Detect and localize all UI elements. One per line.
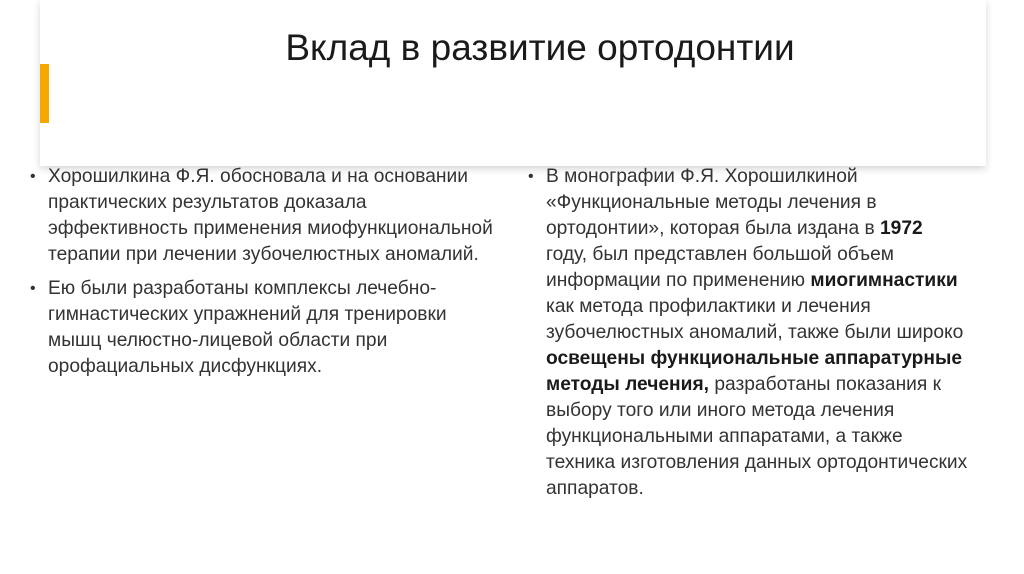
list-item-text: Ею были разработаны комплексы лечебно-гимнастических упражнений для тренировки мышц челюстно-лицевой области при орофациальных дисфункциях. <box>48 278 447 377</box>
list-item <box>30 276 500 380</box>
bullet-icon: • <box>30 168 36 185</box>
accent-bar <box>40 64 49 123</box>
bold-term: освещены функциональные аппаратурные методы лечения, <box>546 348 963 395</box>
bold-term: миогимнастики <box>810 270 958 291</box>
year-highlight: 1972 <box>880 218 923 239</box>
list-item-text: Хорошилкина Ф.Я. обосновала и на основании практических результатов доказала эффективность применения миофункциональной терапии при лечении зубочелюстных аномалий. <box>48 166 493 265</box>
slide-title: Вклад в развитие ортодонтии <box>285 27 795 68</box>
list-item <box>30 164 500 268</box>
list-item <box>528 164 968 502</box>
bullet-icon: • <box>30 280 36 297</box>
text-segment: как метода профилактики и лечения зубочелюстных аномалий, также были широко <box>546 296 964 343</box>
right-column <box>528 164 968 510</box>
text-segment: разработаны показания к выбору того или иного метода лечения функциональными аппаратами, а также техника изготовления данных ортодонтических аппаратов. <box>546 374 968 499</box>
bullet-icon: • <box>528 168 534 185</box>
left-column <box>30 164 500 388</box>
text-segment: году, был представлен большой объем информации по применению <box>546 244 894 291</box>
text-segment: В монографии Ф.Я. Хорошилкиной «Функциональные методы лечения в ортодонтии», которая была издана в <box>546 166 880 239</box>
